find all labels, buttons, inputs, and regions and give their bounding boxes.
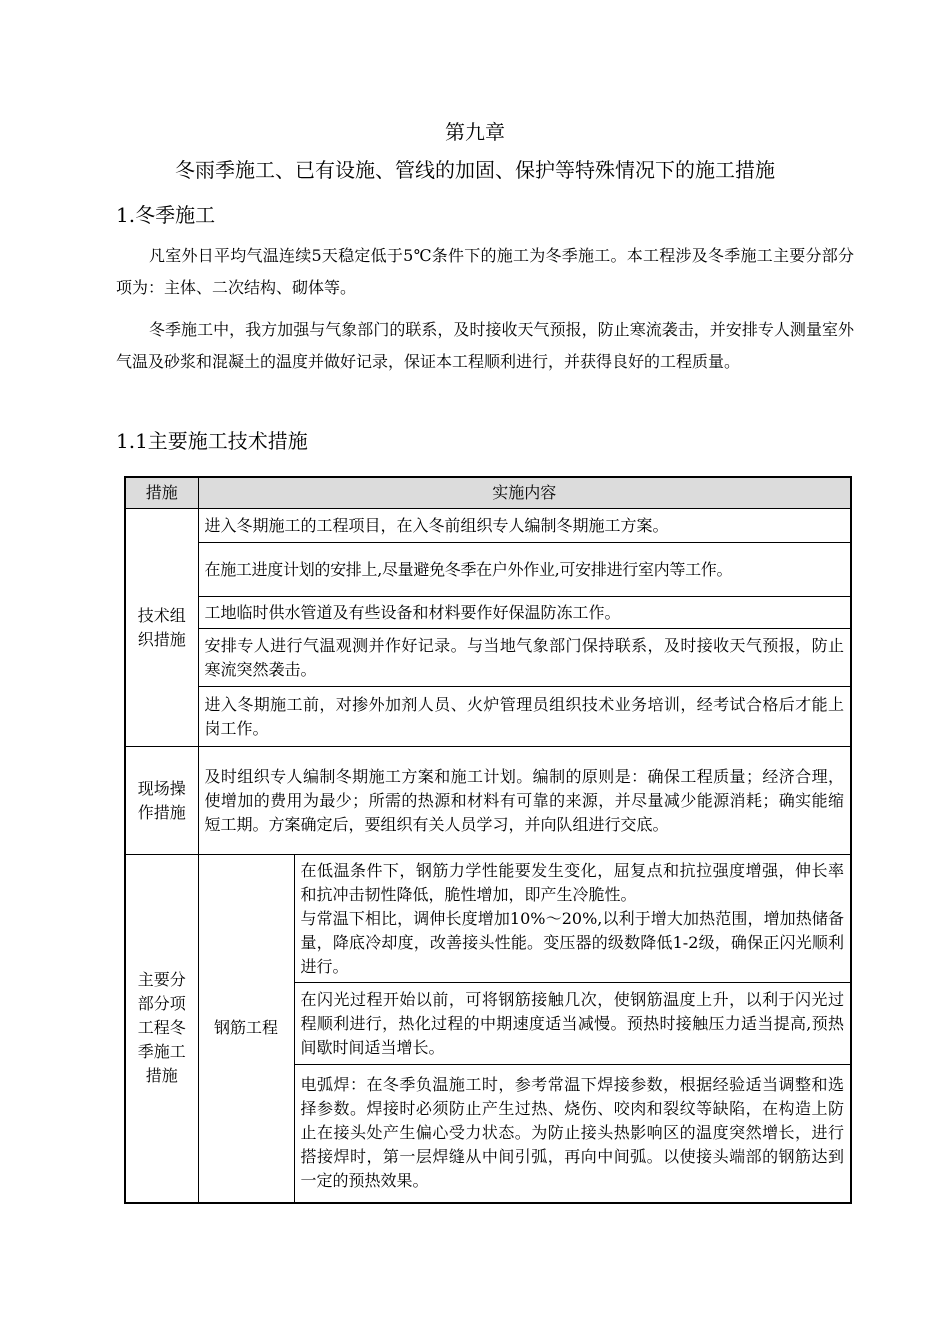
table-row	[125, 747, 851, 855]
paragraph-winter-measures: 冬季施工中，我方加强与气象部门的联系，及时接收天气预报，防止寒流袭击，并安排专人测量室外气温及砂浆和混凝土的温度并做好记录，保证本工程顺利进行，并获得良好的工程质量。	[116, 320, 854, 371]
rebar-note-line1: 在低温条件下，钢筋力学性能要发生变化，屈复点和抗拉强度增强，伸长率和抗冲击韧性降低，脆性增加，即产生冷脆性。	[300, 860, 845, 904]
table-cell: 电弧焊：在冬季负温施工时，参考常温下焊接参数，根据经验适当调整和选择参数。焊接时必须防止产生过热、烧伤、咬肉和裂纹等缺陷，在构造上防止在接头处产生偏心受力状态。为防止接头热影响区的温度突然增长，进行搭接焊时，第一层焊缝从中间引弧，再向中间弧。以使接头端部的钢筋达到一定的预热效果。	[294, 1065, 851, 1203]
table-cell: 在施工进度计划的安排上,尽量避免冬季在户外作业,可安排进行室内等工作。	[198, 543, 851, 597]
measures-table	[124, 476, 852, 1204]
category-winter-works: 主要分部分项工程冬季施工措施	[125, 855, 198, 1203]
table-row	[125, 509, 851, 543]
table-cell: 及时组织专人编制冬期施工方案和施工计划。编制的原则是：确保工程质量；经济合理，使增加的费用为最少；所需的热源和材料有可靠的来源，并尽量减少能源消耗；确实能缩短工期。方案确定后，要组织有关人员学习，并向队组进行交底。	[198, 747, 851, 855]
table-row	[125, 543, 851, 597]
table-row	[125, 855, 851, 983]
header-content: 实施内容	[198, 477, 851, 509]
table-cell	[294, 855, 851, 983]
table-row	[125, 597, 851, 629]
chapter-heading: 第九章	[445, 120, 505, 144]
subsection-heading-tech-measures: 1.1主要施工技术措施	[116, 429, 308, 453]
table-cell: 进入冬期施工前，对掺外加剂人员、火炉管理员组织技术业务培训，经考试合格后才能上岗工作。	[198, 687, 851, 747]
sub-category-rebar: 钢筋工程	[198, 855, 294, 1203]
table-cell: 安排专人进行气温观测并作好记录。与当地气象部门保持联系，及时接收天气预报，防止寒流突然袭击。	[198, 629, 851, 687]
table-row	[125, 629, 851, 687]
table-header-row	[125, 477, 851, 509]
category-site-op: 现场操作措施	[125, 747, 198, 855]
chapter-title: 冬雨季施工、已有设施、管线的加固、保护等特殊情况下的施工措施	[175, 158, 775, 182]
table-cell: 工地临时供水管道及有些设备和材料要作好保温防冻工作。	[198, 597, 851, 629]
table-cell: 在闪光过程开始以前，可将钢筋接触几次，使钢筋温度上升，以利于闪光过程顺利进行，热化过程的中期速度适当减慢。预热时接触压力适当提高,预热间歇时间适当增长。	[294, 983, 851, 1065]
category-tech-org: 技术组织措施	[125, 509, 198, 747]
header-measure: 措施	[125, 477, 198, 509]
section-heading-winter-construction: 1.冬季施工	[116, 203, 216, 227]
table-row	[125, 687, 851, 747]
paragraph-winter-definition: 凡室外日平均气温连续5天稳定低于5℃条件下的施工为冬季施工。本工程涉及冬季施工主要分部分项为：主体、二次结构、砌体等。	[116, 246, 854, 297]
table-cell: 进入冬期施工的工程项目，在入冬前组织专人编制冬期施工方案。	[198, 509, 851, 543]
rebar-note-line2: 与常温下相比，调伸长度增加10%～20%,以利于增大加热范围，增加热储备量，降底冷却度，改善接头性能。变压器的级数降低1-2级，确保正闪光顺利进行。	[300, 908, 845, 976]
